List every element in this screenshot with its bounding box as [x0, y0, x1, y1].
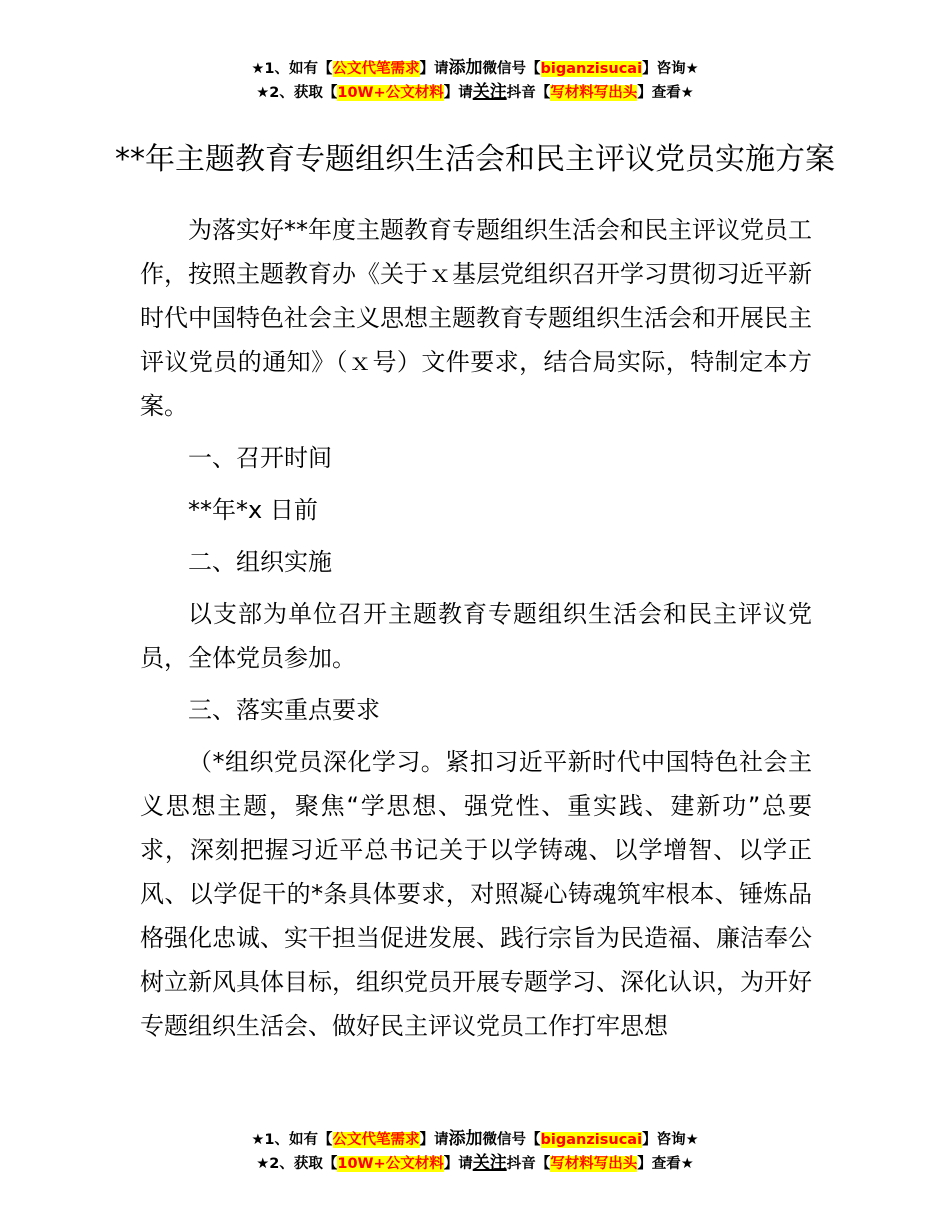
notice-text: ★2、获取【 [256, 1156, 338, 1172]
section-heading-organization: 二、组织实施 [188, 548, 332, 576]
notice-text: ★1、如有【 [251, 61, 333, 77]
highlight-douyin-account: 写材料写出头 [550, 85, 638, 101]
highlight-service: 公文代笔需求 [332, 61, 420, 77]
notice-text: 】咨询★ [642, 61, 699, 77]
notice-text: 】咨询★ [642, 1132, 699, 1148]
highlight-service: 公文代笔需求 [332, 1132, 420, 1148]
section-heading-time: 一、召开时间 [188, 444, 332, 472]
notice-text: 】请 [419, 61, 449, 77]
requirements-paragraph: （*组织党员深化学习。紧扣习近平新时代中国特色社会主义思想主题，聚焦“学思想、强党性、重实践、建新功”总要求，深刻把握习近平总书记关于以学铸魂、以学增智、以学正风、以学促干的*条具体要求，对照凝心铸魂筑牢根本、锤炼品格强化忠诚、实干担当促进发展、践行宗旨为民造福、廉洁奉公树立新风具体目标，组织党员开展专题学习、深化认识，为开好专题组织生活会、做好民主评议党员工作打牢思想 [140, 748, 812, 1040]
notice-text: ★1、如有【 [251, 1132, 333, 1148]
notice-emphasis: 关注 [472, 1153, 507, 1173]
notice-emphasis: 添加 [448, 58, 483, 78]
notice-text: 】请 [419, 1132, 449, 1148]
notice-line-2 [0, 1152, 950, 1176]
highlight-wechat-id: biganzisucai [540, 1132, 643, 1148]
header-notice [0, 57, 950, 105]
notice-line-2 [0, 81, 950, 105]
highlight-materials: 10W+公文材料 [337, 1156, 444, 1172]
notice-text: 微信号【 [482, 61, 541, 77]
section-heading-requirements: 三、落实重点要求 [188, 696, 380, 724]
notice-text: 】请 [443, 1156, 473, 1172]
notice-text: 】查看★ [637, 1156, 694, 1172]
notice-emphasis: 添加 [448, 1129, 483, 1149]
meeting-deadline: **年*x 日前 [188, 496, 318, 524]
notice-text: 】请 [443, 85, 473, 101]
notice-line-1 [0, 1128, 950, 1152]
highlight-wechat-id: biganzisucai [540, 61, 643, 77]
document-body [140, 208, 812, 1048]
highlight-douyin-account: 写材料写出头 [550, 1156, 638, 1172]
intro-paragraph: 为落实好**年度主题教育专题组织生活会和民主评议党员工作，按照主题教育办《关于ｘ基层党组织召开学习贯彻习近平新时代中国特色社会主义思想主题教育专题组织生活会和开展民主评议党员的通知》（ｘ号）文件要求，结合局实际，特制定本方案。 [140, 216, 812, 420]
notice-text: ★2、获取【 [256, 85, 338, 101]
notice-emphasis: 关注 [472, 82, 507, 102]
notice-text: 抖音【 [506, 85, 551, 101]
notice-text: 】查看★ [637, 85, 694, 101]
notice-line-1 [0, 57, 950, 81]
document-title: **年主题教育专题组织生活会和民主评议党员实施方案 [115, 142, 835, 178]
footer-notice [0, 1128, 950, 1176]
highlight-materials: 10W+公文材料 [337, 85, 444, 101]
organization-paragraph: 以支部为单位召开主题教育专题组织生活会和民主评议党员，全体党员参加。 [140, 600, 812, 672]
notice-text: 抖音【 [506, 1156, 551, 1172]
notice-text: 微信号【 [482, 1132, 541, 1148]
